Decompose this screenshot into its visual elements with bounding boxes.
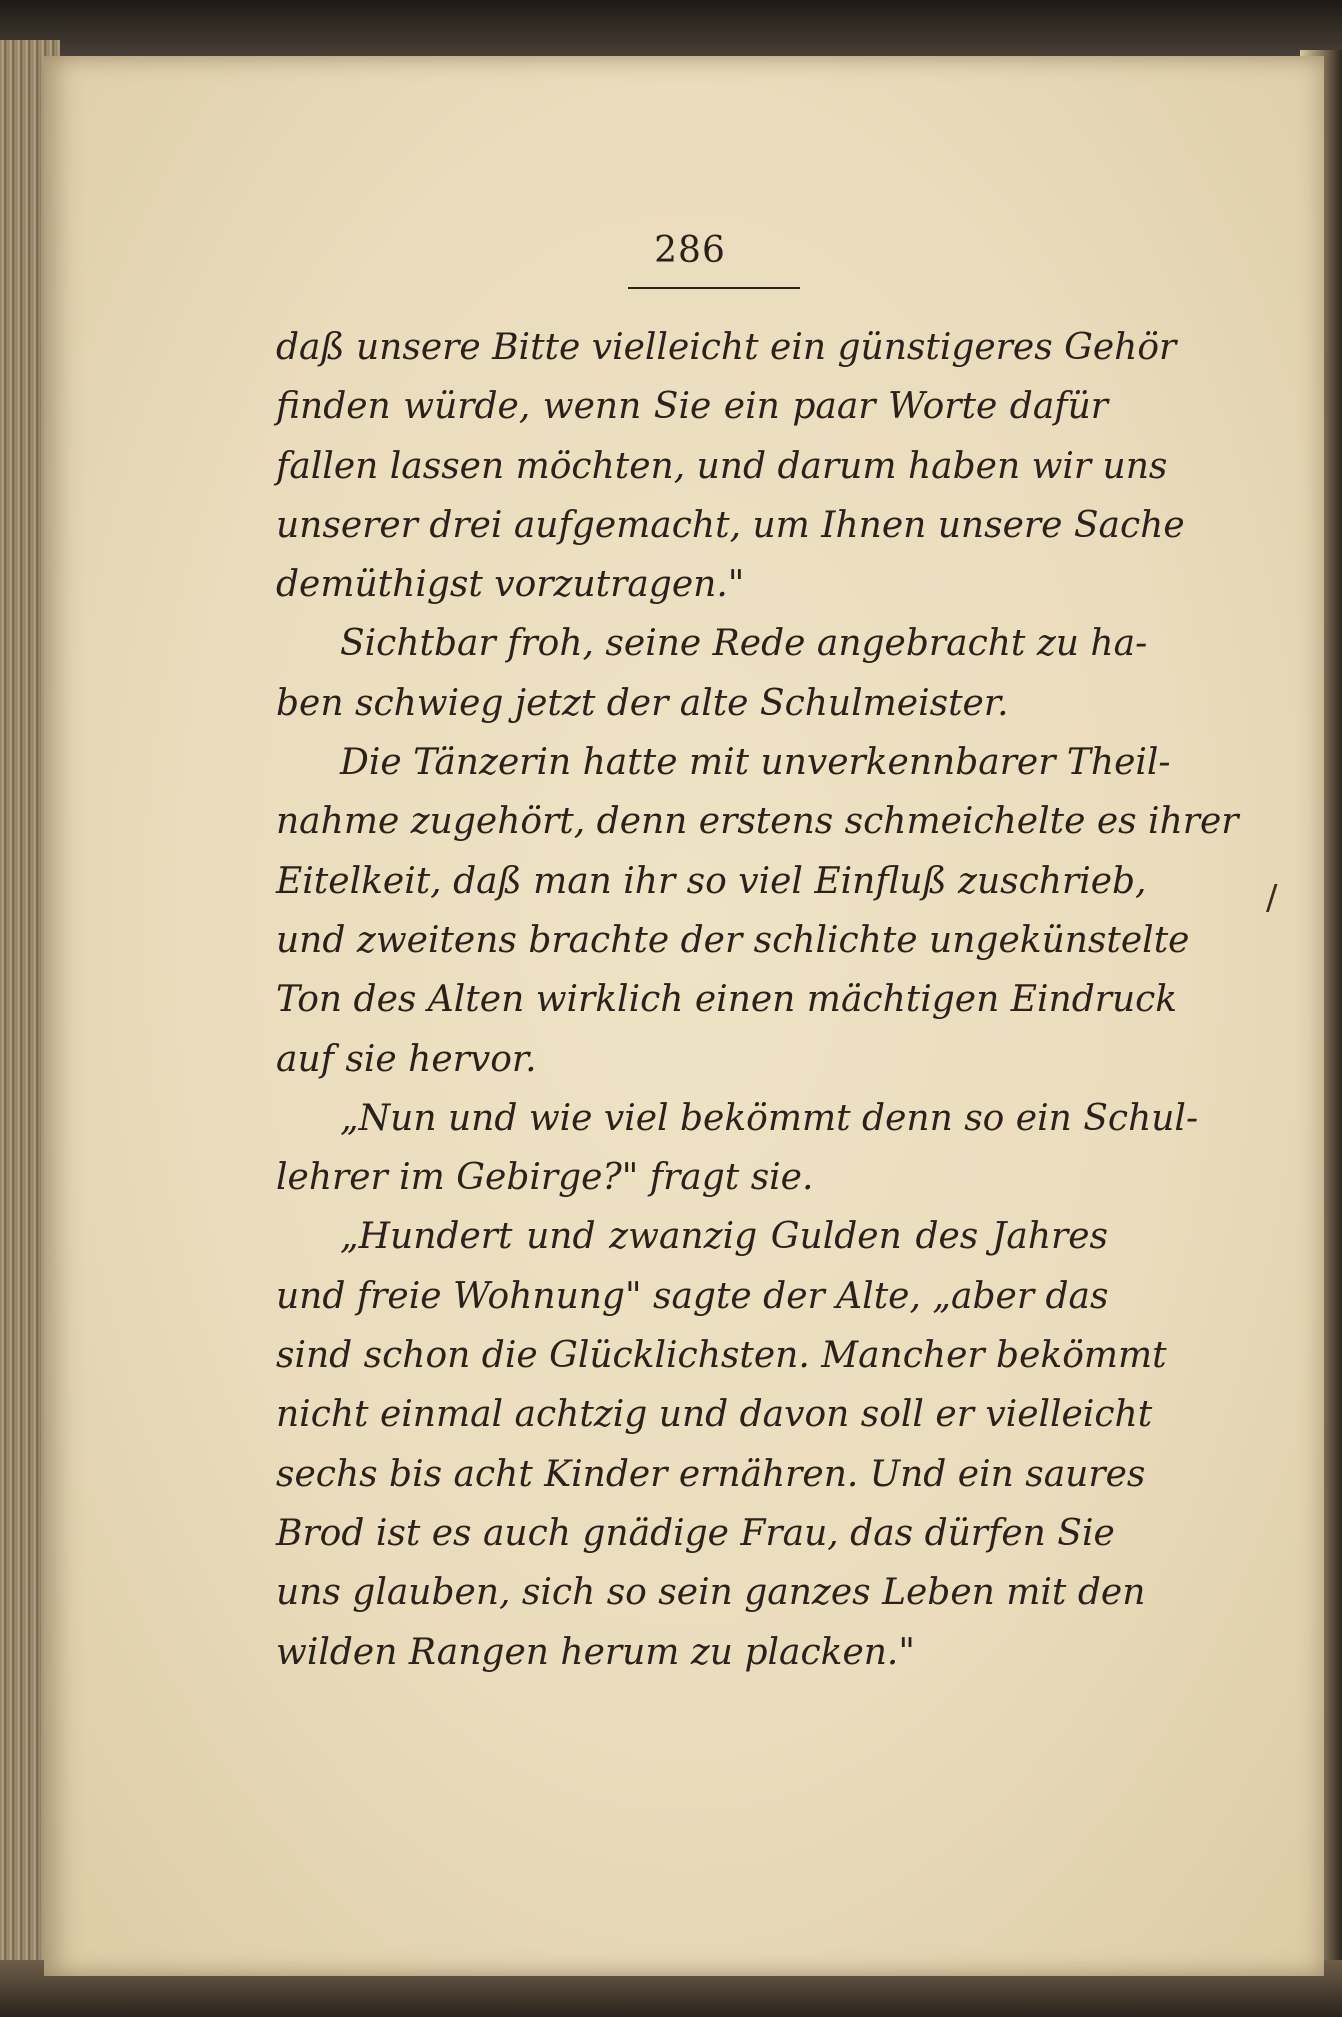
- text-line: und zweitens brachte der schlichte ungekünstelte: [276, 919, 1190, 961]
- text-line: nicht einmal achtzig und davon soll er vielleicht: [276, 1394, 1153, 1436]
- text-line: ben schwieg jetzt der alte Schulmeister.: [276, 682, 1009, 724]
- text-line: daß unsere Bitte vielleicht ein günstigeres Gehör: [276, 327, 1177, 368]
- text-line: demüthigst vorzutragen.": [276, 564, 745, 606]
- text-line: Brod ist es auch gnädige Frau, das dürfen Sie: [276, 1512, 1115, 1554]
- text-line: sechs bis acht Kinder ernähren. Und ein saures: [276, 1453, 1146, 1495]
- book-top-edge: [0, 0, 1342, 58]
- text-line: Sichtbar froh, seine Rede angebracht zu ha-: [340, 623, 1148, 665]
- text-line: lehrer im Gebirge?" fragt sie.: [276, 1157, 814, 1199]
- text-line: Ton des Alten wirklich einen mächtigen Eindruck: [276, 979, 1178, 1021]
- text-line: nahme zugehört, denn erstens schmeichelte es ihrer: [276, 801, 1239, 843]
- text-line: auf sie hervor.: [276, 1038, 537, 1080]
- text-line: finden würde, wenn Sie ein paar Worte dafür: [276, 386, 1108, 428]
- text-line: und freie Wohnung" sagte der Alte, „aber das: [276, 1275, 1109, 1317]
- text-line: sind schon die Glücklichsten. Mancher bekömmt: [276, 1335, 1167, 1377]
- margin-mark: /: [1266, 878, 1278, 918]
- text-line: Die Tänzerin hatte mit unverkennbarer Theil-: [340, 742, 1171, 784]
- text-line: „Nun und wie viel bekömmt denn so ein Schul-: [340, 1097, 1199, 1139]
- page-number: 286: [654, 230, 726, 271]
- header-rule: [628, 287, 800, 289]
- text-line: wilden Rangen herum zu placken.": [276, 1631, 915, 1673]
- text-line: unserer drei aufgemacht, um Ihnen unsere Sache: [276, 504, 1185, 546]
- text-line: uns glauben, sich so sein ganzes Leben mit den: [276, 1572, 1146, 1614]
- text-line: fallen lassen möchten, und darum haben wir uns: [276, 445, 1168, 487]
- text-line: „Hundert und zwanzig Gulden des Jahres: [340, 1216, 1108, 1258]
- text-line: Eitelkeit, daß man ihr so viel Einfluß zuschrieb,: [276, 860, 1147, 902]
- body-text: [276, 318, 1239, 1682]
